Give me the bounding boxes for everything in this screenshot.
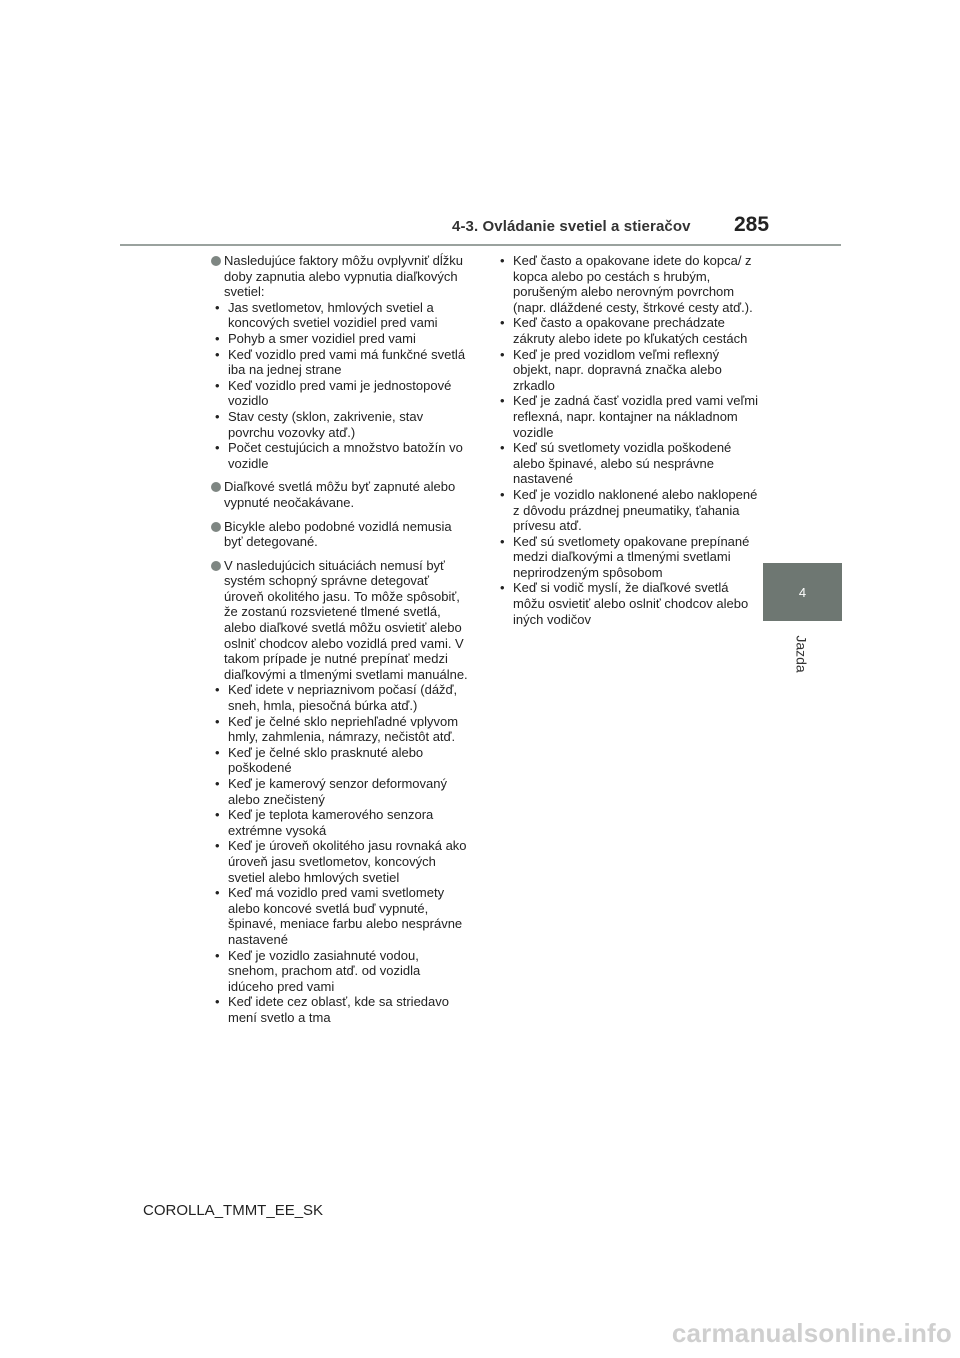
list-item: • Keď je úroveň okolitého jasu rovnaká ako úroveň jasu svetlometov, koncových svetiel alebo hmlových svetiel xyxy=(211,838,469,885)
right-column xyxy=(496,253,758,627)
list-item: • Keď je pred vozidlom veľmi reflexný objekt, napr. dopravná značka alebo zrkadlo xyxy=(496,347,758,394)
list-item: • Keď je kamerový senzor deformovaný alebo znečistený xyxy=(211,776,469,807)
list-item: • Keď idete cez oblasť, kde sa striedavo mení svetlo a tma xyxy=(211,994,469,1025)
sub-bullet-list xyxy=(211,682,469,1025)
chapter-tab[interactable] xyxy=(763,563,842,621)
list-item: • Keď je čelné sklo prasknuté alebo poškodené xyxy=(211,745,469,776)
list-item: • Pohyb a smer vozidiel pred vami xyxy=(211,331,469,347)
list-item: • Keď je vozidlo naklonené alebo naklopené z dôvodu prázdnej pneumatiky, ťahania prívesu atď. xyxy=(496,487,758,534)
list-item: • Keď má vozidlo pred vami svetlomety alebo koncové svetlá buď vypnuté, špinavé, meniace farbu alebo nesprávne nastavené xyxy=(211,885,469,947)
circle-bullet-icon xyxy=(211,256,221,266)
left-column xyxy=(211,253,469,1034)
header-rule xyxy=(120,244,841,246)
note-text: Bicykle alebo podobné vozidlá nemusia byť detegované. xyxy=(224,518,452,550)
watermark: carmanualsonline.info xyxy=(671,1318,952,1348)
right-bullet-list xyxy=(496,253,758,627)
section-title: 4-3. Ovládanie svetiel a stieračov xyxy=(452,218,691,235)
list-item: • Keď sú svetlomety vozidla poškodené alebo špinavé, alebo sú nesprávne nastavené xyxy=(496,440,758,487)
note-text: V nasledujúcich situáciách nemusí byť systém schopný správne detegovať úroveň okolitého jasu. To môže spôsobiť, že zostanú rozsvietené tlmené svetlá, alebo diaľkové svetlá môžu osvietiť alebo oslniť chodcov alebo vozidlá pred vami. V takom prípade je nutné prepínať medzi diaľkovými a tlmenými svetlami manuálne. xyxy=(224,557,468,682)
list-item: • Jas svetlometov, hmlových svetiel a koncových svetiel vozidiel pred vami xyxy=(211,300,469,331)
page-number: 285 xyxy=(734,213,770,236)
chapter-number: 4 xyxy=(798,584,807,600)
circle-bullet-icon xyxy=(211,561,221,571)
circle-bullet-icon xyxy=(211,522,221,532)
sub-bullet-list xyxy=(211,300,469,472)
circle-bullet-icon xyxy=(211,482,221,492)
list-item: • Keď je zadná časť vozidla pred vami veľmi reflexná, napr. kontajner na nákladnom vozidle xyxy=(496,393,758,440)
list-item: • Stav cesty (sklon, zakrivenie, stav povrchu vozovky atď.) xyxy=(211,409,469,440)
note-block xyxy=(211,558,469,1026)
list-item: • Keď vozidlo pred vami je jednostopové vozidlo xyxy=(211,378,469,409)
chapter-label-text: Jazda xyxy=(794,635,811,673)
list-item: • Keď idete v nepriaznivom počasí (dážď, sneh, hmla, piesočná búrka atď.) xyxy=(211,682,469,713)
list-item: • Keď často a opakovane prechádzate zákruty alebo idete po kľukatých cestách xyxy=(496,315,758,346)
note-block xyxy=(211,479,469,510)
list-item: • Keď je vozidlo zasiahnuté vodou, snehom, prachom atď. od vozidla idúceho pred vami xyxy=(211,948,469,995)
list-item: • Počet cestujúcich a množstvo batožín vo vozidle xyxy=(211,440,469,471)
list-item: • Keď je teplota kamerového senzora extrémne vysoká xyxy=(211,807,469,838)
list-item: • Keď vozidlo pred vami má funkčné svetlá iba na jednej strane xyxy=(211,347,469,378)
chapter-label xyxy=(790,630,814,678)
note-text: Nasledujúce faktory môžu ovplyvniť dĺžku doby zapnutia alebo vypnutia diaľkových svetiel: xyxy=(224,253,463,300)
note-block xyxy=(211,519,469,550)
list-item: • Keď si vodič myslí, že diaľkové svetlá môžu osvietiť alebo oslniť chodcov alebo iných vodičov xyxy=(496,580,758,627)
list-item: • Keď je čelné sklo nepriehľadné vplyvom hmly, zahmlenia, námrazy, nečistôt atď. xyxy=(211,714,469,745)
document-code: COROLLA_TMMT_EE_SK xyxy=(143,1202,324,1219)
note-block xyxy=(211,253,469,471)
note-text: Diaľkové svetlá môžu byť zapnuté alebo vypnuté neočakávane. xyxy=(224,479,456,510)
list-item: • Keď sú svetlomety opakovane prepínané medzi diaľkovými a tlmenými svetlami neprirodzeným spôsobom xyxy=(496,534,758,581)
list-item: • Keď často a opakovane idete do kopca/ z kopca alebo po cestách s hrubým, porušeným alebo nerovným povrchom (napr. dláždené cesty, štrkové cesty atď.). xyxy=(496,253,758,315)
